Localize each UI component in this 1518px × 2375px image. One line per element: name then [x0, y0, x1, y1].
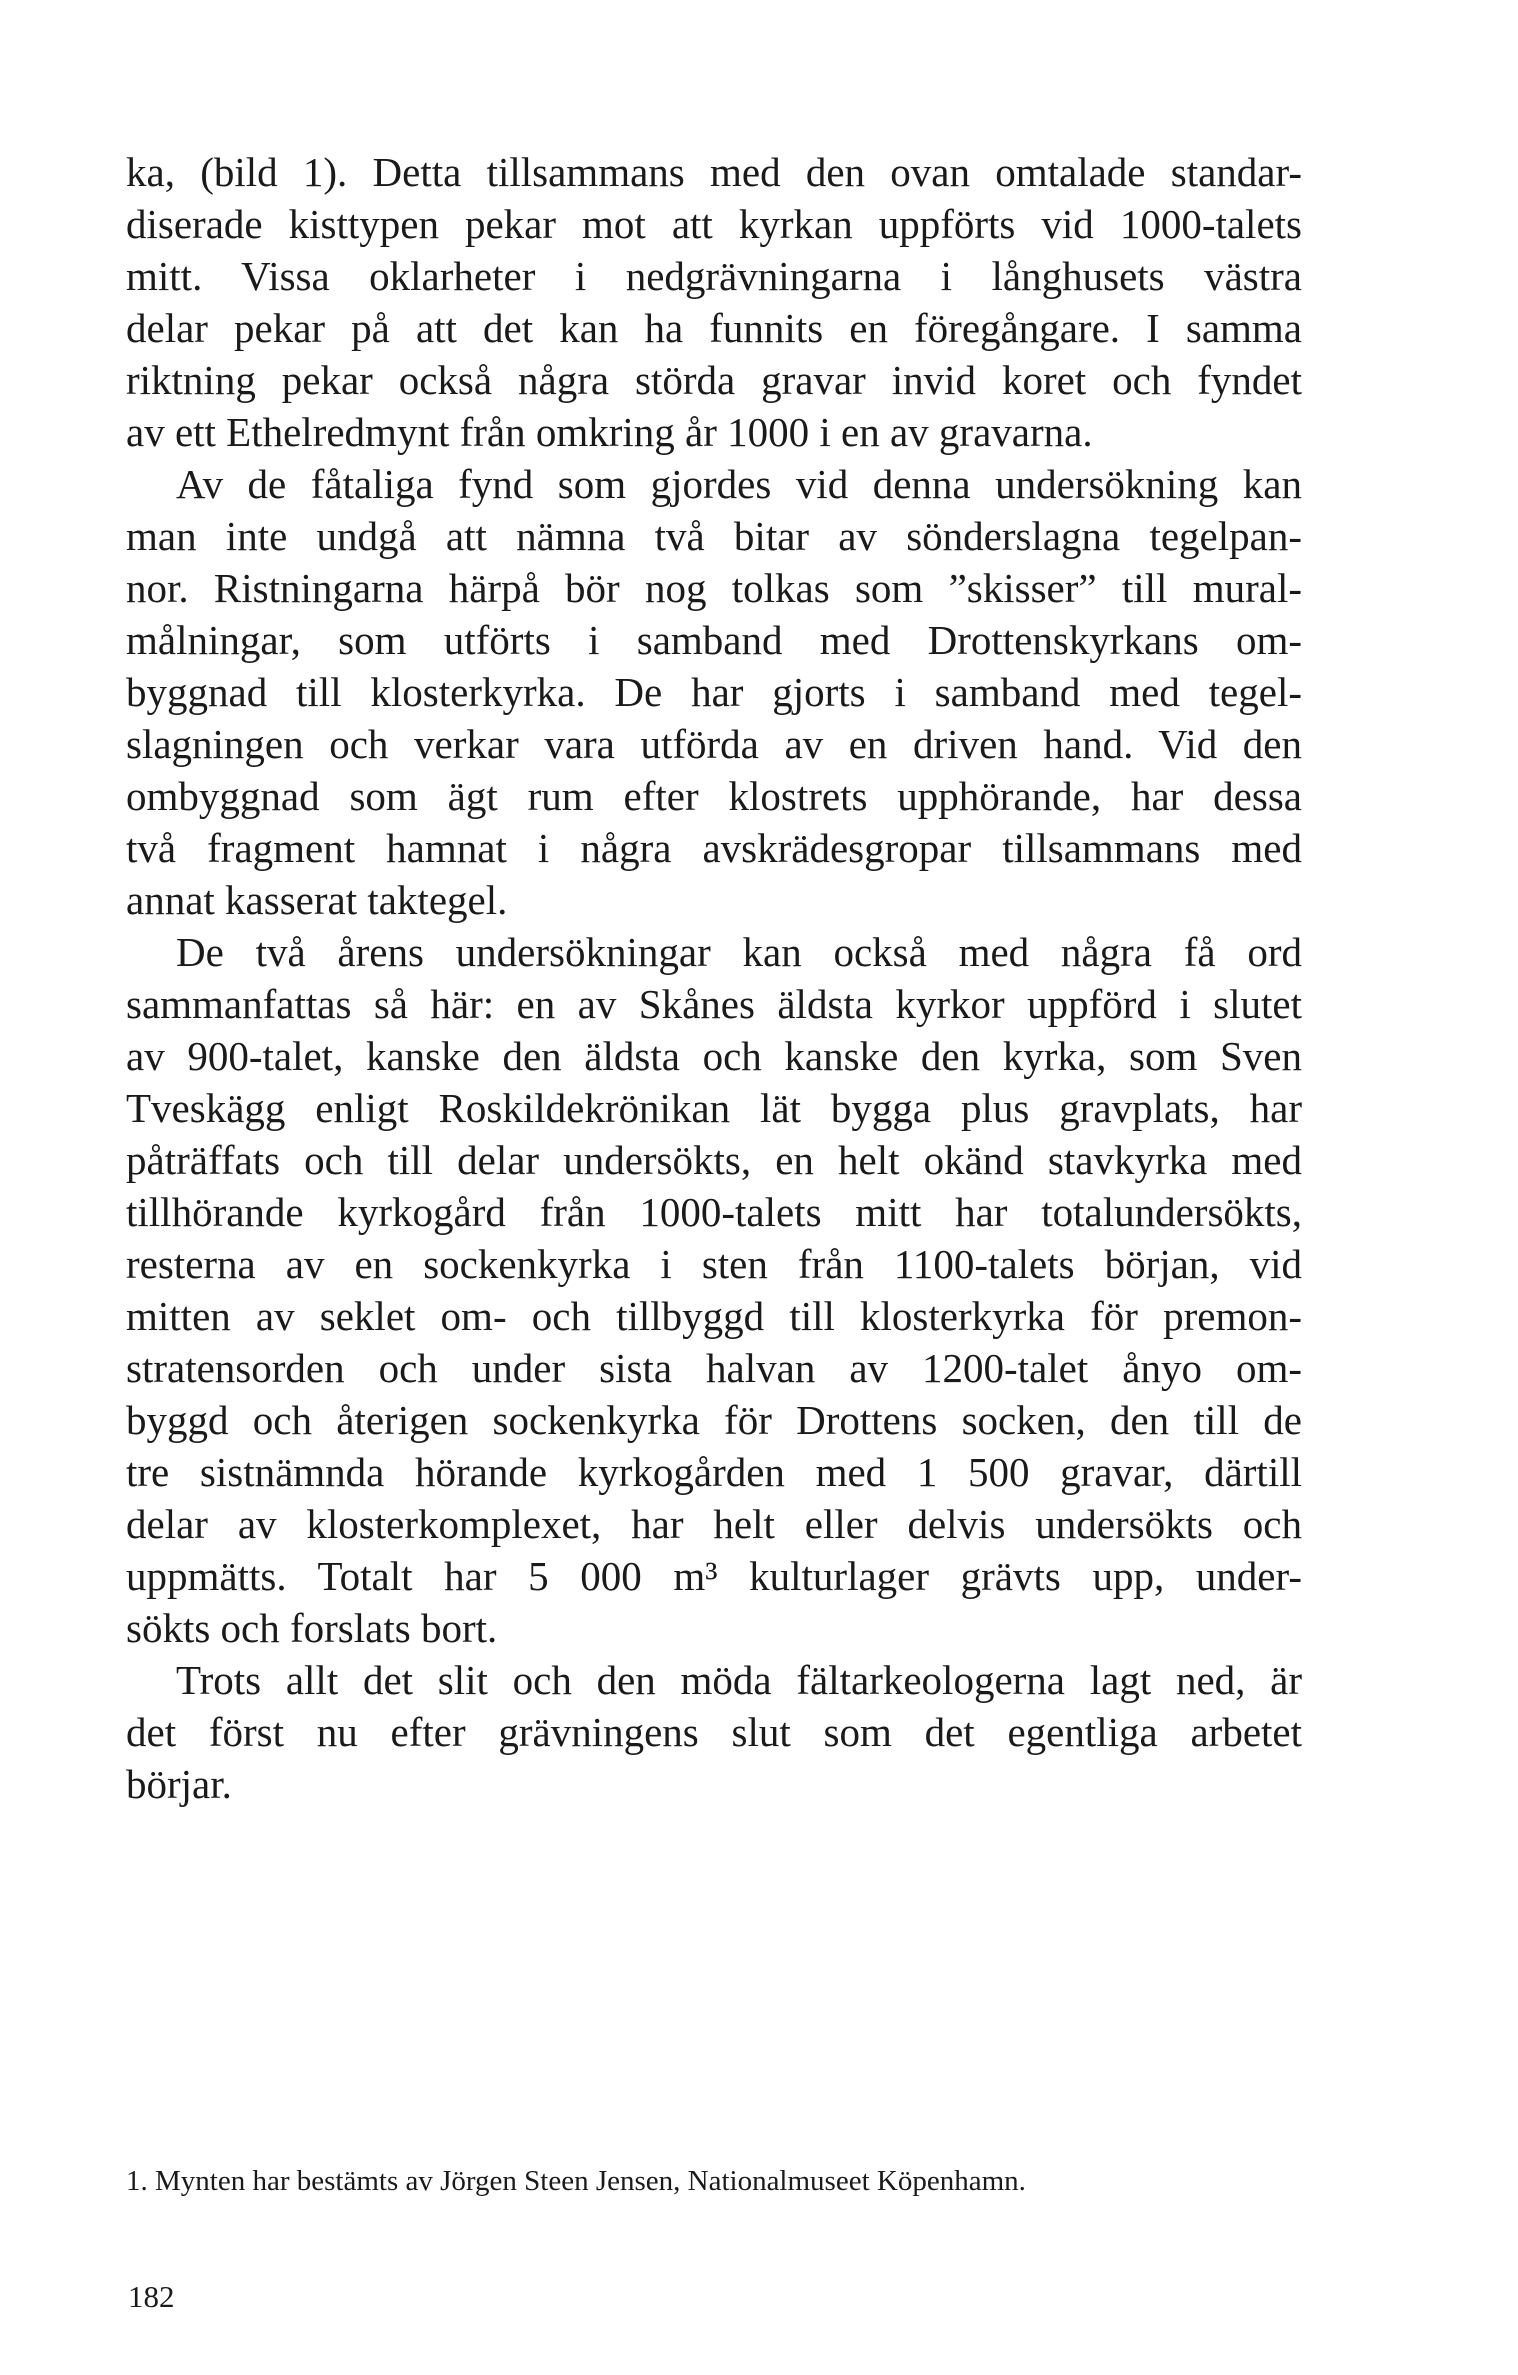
- text-line: påträffats och till delar undersökts, en helt okänd stavkyrka med: [126, 1137, 1302, 1183]
- text-line: det först nu efter grävningens slut som det egentliga arbetet: [126, 1709, 1302, 1755]
- text-line: delar av klosterkomplexet, har helt eller delvis undersökts och: [126, 1501, 1302, 1547]
- text-line: annat kasserat taktegel.: [126, 877, 508, 923]
- paragraph-3: [126, 926, 1302, 1654]
- paragraph-1: [126, 146, 1302, 458]
- text-line: delar pekar på att det kan ha funnits en föregångare. I samma: [126, 305, 1302, 351]
- text-line: tre sistnämnda hörande kyrkogården med 1 500 gravar, därtill: [126, 1449, 1302, 1495]
- text-line: målningar, som utförts i samband med Drottenskyrkans om-: [126, 617, 1302, 663]
- text-line: sökts och forslats bort.: [126, 1605, 498, 1651]
- text-line: uppmätts. Totalt har 5 000 m³ kulturlager grävts upp, under-: [126, 1553, 1302, 1599]
- text-line: De två årens undersökningar kan också med några få ord: [176, 929, 1302, 975]
- text-line: tillhörande kyrkogård från 1000-talets mitt har totalundersökts,: [126, 1189, 1302, 1235]
- text-line: ombyggnad som ägt rum efter klostrets upphörande, har dessa: [126, 773, 1302, 819]
- footnote: 1. Mynten har bestämts av Jörgen Steen Jensen, Nationalmuseet Köpenhamn.: [126, 2165, 1026, 2197]
- text-line: av ett Ethelredmynt från omkring år 1000 i en av gravarna.: [126, 409, 1093, 455]
- text-line: av 900-talet, kanske den äldsta och kanske den kyrka, som Sven: [126, 1033, 1302, 1079]
- text-line: byggd och återigen sockenkyrka för Drottens socken, den till de: [126, 1397, 1302, 1443]
- text-line: ka, (bild 1). Detta tillsammans med den ovan omtalade standar-: [126, 149, 1302, 195]
- text-line: nor. Ristningarna härpå bör nog tolkas som ”skisser” till mural-: [126, 565, 1302, 611]
- text-line: diserade kisttypen pekar mot att kyrkan uppförts vid 1000-talets: [126, 201, 1302, 247]
- text-line: slagningen och verkar vara utförda av en driven hand. Vid den: [126, 721, 1302, 767]
- text-line: riktning pekar också några störda gravar invid koret och fyndet: [126, 357, 1302, 403]
- text-line: Tveskägg enligt Roskildekrönikan lät bygga plus gravplats, har: [126, 1085, 1302, 1131]
- text-line: resterna av en sockenkyrka i sten från 1100-talets början, vid: [126, 1241, 1302, 1287]
- text-line: två fragment hamnat i några avskrädesgropar tillsammans med: [126, 825, 1302, 871]
- text-line: byggnad till klosterkyrka. De har gjorts i samband med tegel-: [126, 669, 1302, 715]
- text-line: Trots allt det slit och den möda fältarkeologerna lagt ned, är: [176, 1657, 1302, 1703]
- text-line: stratensorden och under sista halvan av 1200-talet ånyo om-: [126, 1345, 1302, 1391]
- paragraph-4: [126, 1654, 1302, 1810]
- page-number: 182: [128, 2279, 175, 2314]
- text-line: börjar.: [126, 1761, 232, 1807]
- text-line: sammanfattas så här: en av Skånes äldsta kyrkor uppförd i slutet: [126, 981, 1302, 1027]
- page-body: [126, 146, 1302, 1810]
- text-line: man inte undgå att nämna två bitar av sönderslagna tegelpan-: [126, 513, 1302, 559]
- text-line: mitten av seklet om- och tillbyggd till klosterkyrka för premon-: [126, 1293, 1302, 1339]
- text-line: Av de fåtaliga fynd som gjordes vid denna undersökning kan: [176, 461, 1302, 507]
- text-line: mitt. Vissa oklarheter i nedgrävningarna i långhusets västra: [126, 253, 1302, 299]
- paragraph-2: [126, 458, 1302, 926]
